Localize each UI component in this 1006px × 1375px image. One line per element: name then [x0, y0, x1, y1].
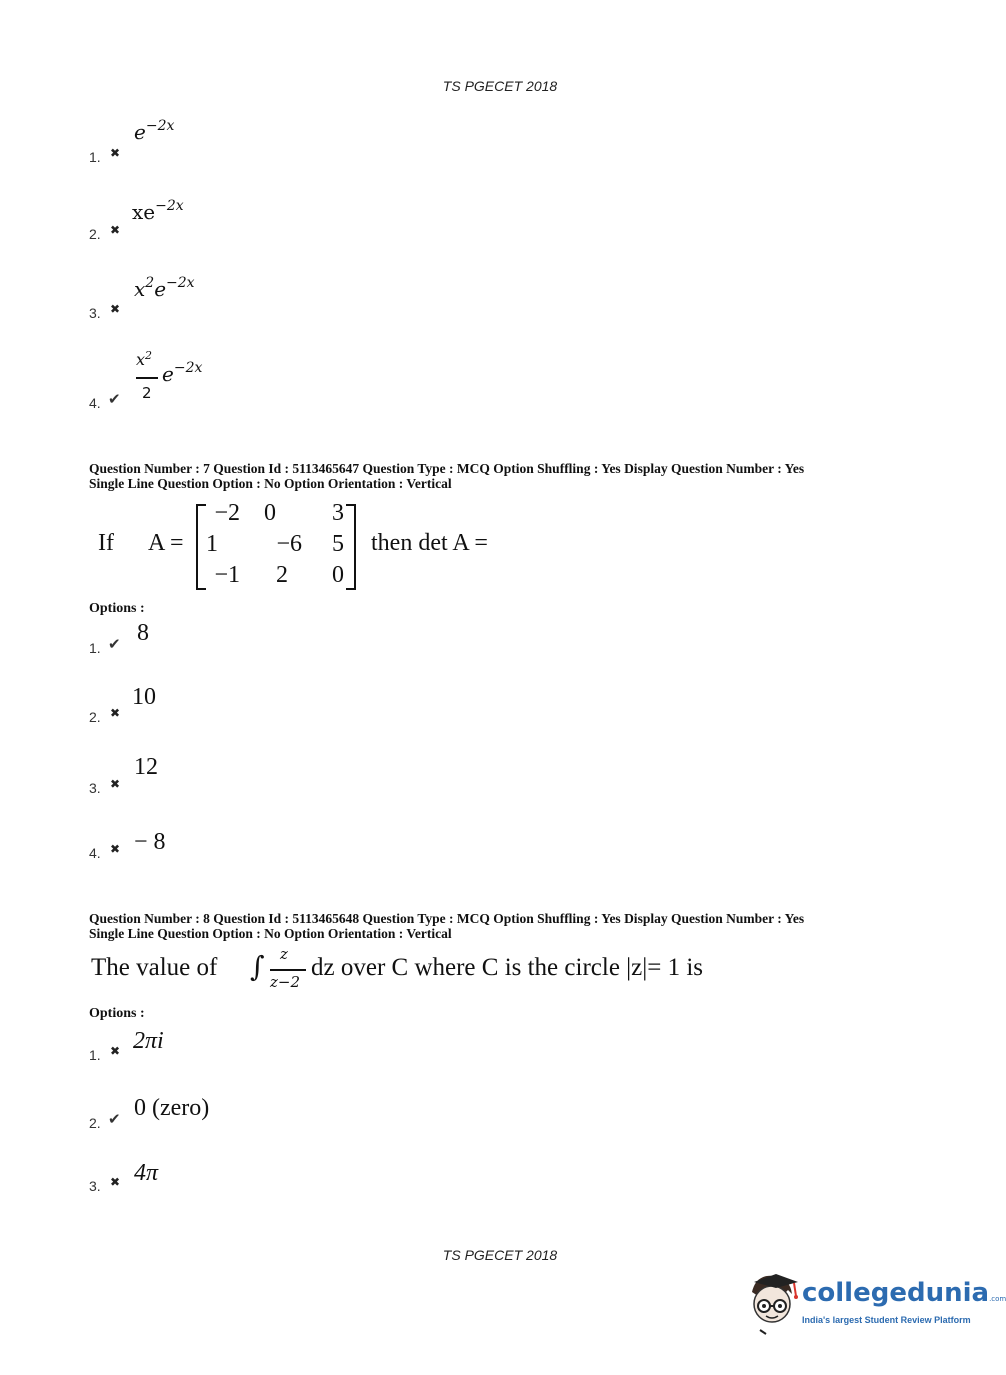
question-then: then det A = [371, 530, 488, 556]
option-number: 3. [89, 780, 101, 796]
option-value: − 8 [134, 829, 166, 855]
option-number: 3. [89, 305, 101, 321]
cross-icon: ✖ [110, 1044, 121, 1058]
logo-name: collegedunia [802, 1278, 990, 1308]
option-expression [132, 200, 184, 224]
question-meta [89, 911, 804, 941]
cross-icon: ✖ [110, 223, 121, 237]
option-expression [134, 120, 174, 144]
integral-sign: ∫ [250, 950, 265, 983]
option-number: 4. [89, 395, 101, 411]
option-value: 0 (zero) [134, 1095, 210, 1121]
option-value: 10 [132, 684, 156, 710]
expr-exponent: −2x [166, 275, 195, 291]
question-matrix-name: A = [148, 530, 184, 556]
mascot-icon [742, 1270, 800, 1336]
page-footer: TS PGECET 2018 [442, 1247, 558, 1263]
check-icon: ✔ [108, 635, 121, 653]
fraction-numerator: z [280, 945, 288, 963]
expr-base: x [134, 277, 146, 301]
option-value: 4π [134, 1160, 159, 1186]
expr-base: xe [132, 200, 156, 224]
fraction-bar [136, 377, 158, 379]
option-number: 2. [89, 709, 101, 725]
matrix [194, 500, 362, 592]
expr-tail [162, 362, 202, 386]
check-icon: ✔ [108, 1110, 121, 1128]
option-number: 1. [89, 1047, 101, 1063]
option-expression [134, 277, 195, 301]
option-value: 2πi [133, 1028, 164, 1054]
cross-icon: ✖ [110, 146, 121, 160]
option-number: 2. [89, 1115, 101, 1131]
meta-line: Single Line Question Option : No Option Orientation : Vertical [89, 926, 452, 941]
collegedunia-logo [742, 1268, 1006, 1340]
expr-base: e [162, 362, 174, 386]
cross-icon: ✖ [110, 777, 121, 791]
question-text-suffix: dz over C where C is the circle |z|= 1 is [311, 954, 704, 981]
meta-line: Question Number : 8 Question Id : 5113465648 Question Type : MCQ Option Shuffling : Yes Display Question Number : Yes [89, 911, 805, 926]
option-value: 8 [137, 620, 149, 646]
expr-exponent: −2x [173, 360, 203, 376]
cross-icon: ✖ [110, 1175, 121, 1189]
meta-line: Question Number : 7 Question Id : 5113465647 Question Type : MCQ Option Shuffling : Yes Display Question Number : Yes [89, 461, 805, 476]
cross-icon: ✖ [110, 706, 121, 720]
matrix-right-bracket [346, 504, 356, 590]
fraction-denominator: z−2 [270, 973, 301, 991]
expr-base: x [136, 350, 146, 369]
question-if: If [98, 530, 114, 556]
logo-wordmark [802, 1278, 1006, 1308]
matrix-cell: 2 [276, 562, 288, 588]
page-header: TS PGECET 2018 [442, 78, 558, 94]
question-text-prefix: The value of [91, 954, 218, 981]
expr-base: e [134, 120, 146, 144]
matrix-cell: 3 [332, 500, 344, 526]
matrix-cell: 0 [264, 500, 276, 526]
expr-exponent: −2x [155, 198, 184, 214]
matrix-cell: −1 [214, 562, 240, 588]
option-number: 1. [89, 149, 101, 165]
options-label: Options : [89, 1006, 145, 1021]
option-expression [134, 350, 224, 405]
expr-exponent: −2x [145, 118, 175, 134]
logo-tagline: India's largest Student Review Platform [802, 1315, 971, 1325]
matrix-cell: −6 [276, 531, 302, 557]
meta-line: Single Line Question Option : No Option Orientation : Vertical [89, 476, 452, 491]
matrix-cell: −2 [214, 500, 240, 526]
fraction-numerator [136, 350, 152, 369]
matrix-cell: 5 [332, 531, 344, 557]
option-number: 2. [89, 226, 101, 242]
option-number: 1. [89, 640, 101, 656]
cross-icon: ✖ [110, 842, 121, 856]
expr-exponent: 2 [145, 349, 153, 362]
options-label: Options : [89, 601, 145, 616]
option-number: 4. [89, 845, 101, 861]
logo-suffix: .com [989, 1295, 1006, 1303]
check-icon: ✔ [108, 390, 121, 408]
matrix-cell: 1 [206, 531, 218, 557]
fraction-bar [270, 969, 306, 971]
option-value: 12 [134, 754, 158, 780]
option-number: 3. [89, 1178, 101, 1194]
question-meta [89, 461, 804, 491]
fraction-denominator: 2 [142, 384, 152, 402]
matrix-cell: 0 [332, 562, 344, 588]
expr-base: e [154, 277, 167, 301]
expr-exponent: 2 [145, 275, 155, 291]
cross-icon: ✖ [110, 302, 121, 316]
